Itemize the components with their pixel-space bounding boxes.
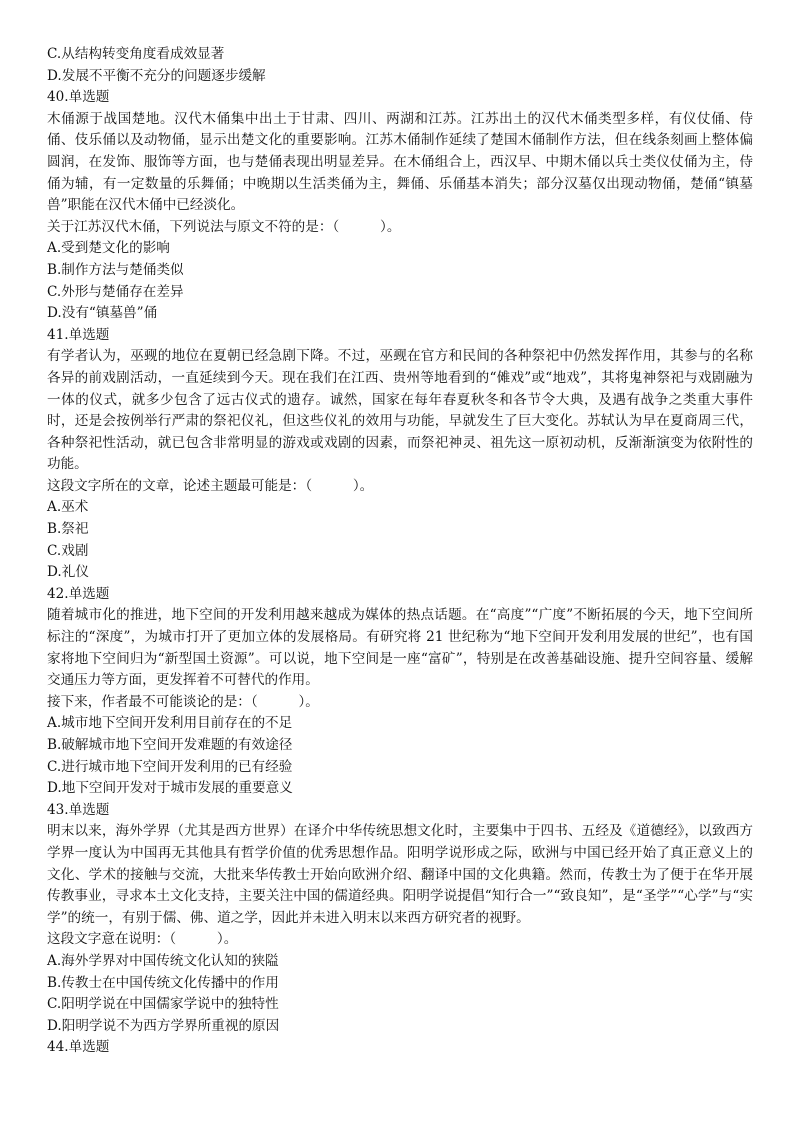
question-42-passage: 随着城市化的推进，地下空间的开发利用越来越成为媒体的热点话题。在“高度”“广度”不断拓展的今天，地下空间所标注的“深度”，为城市打开了更加立体的发展格局。有研究将 21 世纪称为“地下空间开发利用发展的世纪”，也有国家将地下空间归为“新型国土资源”。可以说，地下空间是一座“富矿”，特别是在改善基础设施、提升空间容量、缓解交通压力等方面，更发挥着不可替代的作用。 bbox=[47, 607, 753, 689]
question-42-option-b[interactable]: B.破解城市地下空间开发难题的有效途径 bbox=[47, 737, 293, 753]
question-41-option-a[interactable]: A.巫术 bbox=[47, 499, 89, 516]
question-40-header: 40.单选题 bbox=[47, 89, 110, 106]
question-41-option-d[interactable]: D.礼仪 bbox=[47, 564, 89, 581]
question-42-option-d[interactable]: D.地下空间开发对于城市发展的重要意义 bbox=[47, 780, 293, 797]
question-40-stem: 关于江苏汉代木俑，下列说法与原文不符的是：（ ）。 bbox=[47, 218, 401, 235]
question-42-option-c[interactable]: C.进行城市地下空间开发利用的已有经验 bbox=[47, 758, 293, 775]
option-c[interactable]: C.从结构转变角度看成效显著 bbox=[47, 46, 225, 62]
question-43-header: 43.单选题 bbox=[47, 801, 110, 818]
question-40-option-b[interactable]: B.制作方法与楚俑类似 bbox=[47, 261, 184, 278]
question-41-header: 41.单选题 bbox=[47, 326, 110, 343]
question-42-stem: 接下来，作者最不可能谈论的是：（ ）。 bbox=[47, 693, 319, 710]
question-42-option-a[interactable]: A.城市地下空间开发利用目前存在的不足 bbox=[47, 715, 293, 732]
question-41-option-b[interactable]: B.祭祀 bbox=[47, 521, 89, 538]
question-43-option-b[interactable]: B.传教士在中国传统文化传播中的作用 bbox=[47, 974, 279, 991]
question-40-option-d[interactable]: D.没有“镇墓兽”俑 bbox=[47, 305, 158, 322]
document-page bbox=[47, 44, 753, 1059]
question-42-header: 42.单选题 bbox=[47, 585, 110, 602]
question-44-header: 44.单选题 bbox=[47, 1039, 110, 1056]
question-43-option-a[interactable]: A.海外学界对中国传统文化认知的狭隘 bbox=[47, 952, 279, 969]
option-d[interactable]: D.发展不平衡不充分的问题逐步缓解 bbox=[47, 67, 266, 84]
question-41-stem: 这段文字所在的文章，论述主题最可能是：（ ）。 bbox=[47, 477, 374, 494]
question-43-stem: 这段文字意在说明：（ ）。 bbox=[47, 931, 238, 948]
question-43-option-c[interactable]: C.阳明学说在中国儒家学说中的独特性 bbox=[47, 996, 279, 1013]
question-40-passage: 木俑源于战国楚地。汉代木俑集中出土于甘肃、四川、两湖和江苏。江苏出土的汉代木俑类型多样，有仪仗俑、侍俑、伎乐俑以及动物俑，显示出楚文化的重要影响。江苏木俑制作延续了楚国木俑制作方法，但在线条刻画上整体偏圆润，在发饰、服饰等方面，也与楚俑表现出明显差异。在木俑组合上，西汉早、中期木俑以兵士类仪仗俑为主，侍俑为辅，有一定数量的乐舞俑；中晚期以生活类俑为主，舞俑、乐俑基本消失；部分汉墓仅出现动物俑，楚俑“镇墓兽”职能在汉代木俑中已经淡化。 bbox=[47, 110, 753, 214]
question-40-option-c[interactable]: C.外形与楚俑存在差异 bbox=[47, 283, 184, 300]
question-43-option-d[interactable]: D.阳明学说不为西方学界所重视的原因 bbox=[47, 1017, 280, 1034]
question-43-passage: 明末以来，海外学界（尤其是西方世界）在译介中华传统思想文化时，主要集中于四书、五经及《道德经》，以致西方学界一度认为中国再无其他具有哲学价值的优秀思想作品。阳明学说形成之际，欧洲与中国已经开始了真正意义上的文化、学术的接触与交流，大批来华传教士开始向欧洲介绍、翻译中国的文化典籍。然而，传教士为了便于在华开展传教事业，寻求本土文化支持，主要关注中国的儒道经典。阳明学说提倡“知行合一”“致良知”，是“圣学”“心学”与“实学”的统一，有别于儒、佛、道之学，因此并未进入明末以来西方研究者的视野。 bbox=[47, 823, 753, 926]
question-41-option-c[interactable]: C.戏剧 bbox=[47, 542, 89, 559]
question-40-option-a[interactable]: A.受到楚文化的影响 bbox=[47, 240, 170, 257]
question-41-passage: 有学者认为，巫觋的地位在夏朝已经急剧下降。不过，巫觋在官方和民间的各种祭祀中仍然发挥作用，其参与的名称各异的前戏剧活动，一直延续到今天。现在我们在江西、贵州等地看到的“傩戏”或“地戏”，其将鬼神祭祀与戏剧融为一体的仪式，就多少包含了远古仪式的遗存。诚然，国家在每年春夏秋冬和各节令大典，及遇有战争之类重大事件时，还是会按例举行严肃的祭祀仪礼，但这些仪礼的效用与功能，早就发生了巨大变化。苏轼认为早在夏商周三代，各种祭祀性活动，就已包含非常明显的游戏或戏剧的因素，而祭祀神灵、祖先这一原初动机，反渐渐演变为依附性的功能。 bbox=[47, 348, 753, 473]
